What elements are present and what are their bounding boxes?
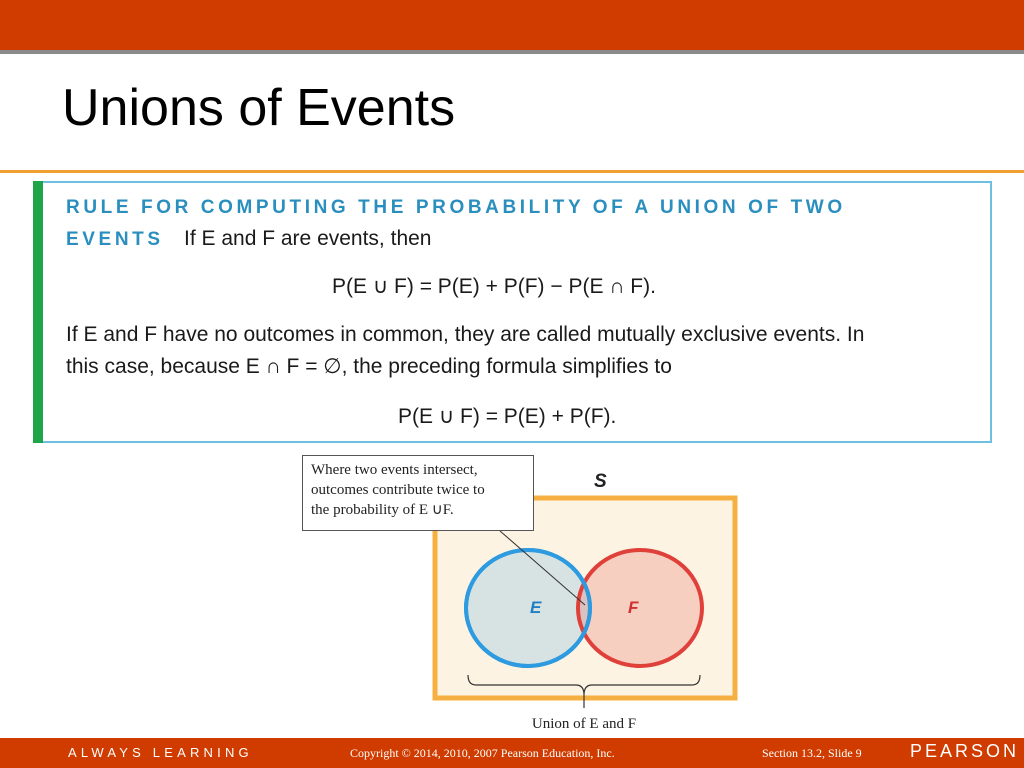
footer-slide-info: Section 13.2, Slide 9 — [762, 746, 862, 760]
pearson-logo: PEARSON — [910, 741, 1020, 761]
sample-space-label: S — [594, 471, 607, 492]
event-f-label: F — [628, 598, 639, 617]
slide-title: Unions of Events — [62, 79, 456, 137]
callout-line3: the probability of E ∪F. — [311, 502, 454, 518]
event-f-circle — [578, 550, 702, 666]
callout-line2: outcomes contribute twice to — [311, 482, 485, 498]
union-caption: Union of E and F — [531, 716, 637, 732]
formula-exclusive: P(E ∪ F) = P(E) + P(F). — [398, 405, 617, 428]
rule-heading-line1: RULE FOR COMPUTING THE PROBABILITY OF A UNION OF TWO — [66, 197, 846, 218]
footer-tagline: ALWAYS LEARNING — [68, 745, 253, 760]
top-bar-divider — [0, 50, 1024, 54]
callout-line1: Where two events intersect, — [311, 462, 478, 478]
rule-heading-line2: EVENTS — [66, 229, 164, 250]
formula-general: P(E ∪ F) = P(E) + P(F) − P(E ∩ F). — [332, 275, 656, 298]
rule-box-accent — [33, 181, 43, 443]
top-bar — [0, 0, 1024, 50]
rule-intro: If E and F are events, then — [184, 227, 432, 250]
title-underline — [0, 170, 1024, 173]
exclusive-text-line1: If E and F have no outcomes in common, they are called mutually exclusive events. In — [66, 323, 865, 346]
callout-box — [302, 455, 534, 531]
exclusive-text-line2: this case, because E ∩ F = ∅, the preceding formula simplifies to — [66, 355, 672, 378]
event-e-label: E — [530, 598, 542, 617]
footer-copyright: Copyright © 2014, 2010, 2007 Pearson Education, Inc. — [350, 746, 615, 760]
